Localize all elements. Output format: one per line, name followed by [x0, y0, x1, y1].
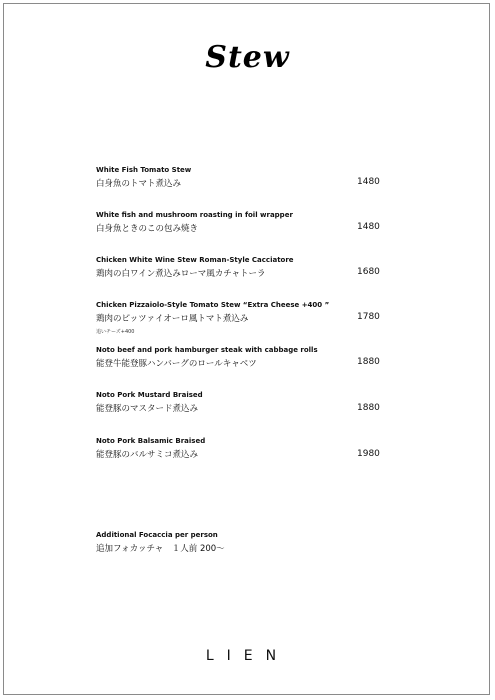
menu-item-cabbage-rolls — [96, 345, 396, 371]
menu-item-note: 追いチーズ+400 — [96, 329, 135, 335]
menu-item-name-ja: 鶏肉のピッツァイオーロ風トマト煮込み — [96, 314, 249, 324]
menu-item-cacciatore — [96, 255, 396, 281]
menu-item-name-ja: 能登牛能登豚ハンバーグのロールキャベツ — [96, 359, 257, 369]
menu-item-name-ja: 白身魚のトマト煮込み — [96, 179, 182, 189]
menu-item-name-en: White fish and mushroom roasting in foil wrapper — [96, 211, 293, 219]
menu-item-name-en: Chicken White Wine Stew Roman-Style Cacciatore — [96, 256, 294, 264]
menu-item-mustard-braised — [96, 390, 396, 416]
menu-item-price: 1480 — [357, 177, 380, 187]
menu-item-price: 1980 — [357, 449, 380, 459]
menu-item-name-en: White Fish Tomato Stew — [96, 166, 192, 174]
menu-item-name-en: Noto Pork Mustard Braised — [96, 391, 203, 399]
menu-item-name-ja: 鶏肉の白ワイン煮込みローマ風カチャトーラ — [96, 269, 266, 279]
menu-item-price: 1880 — [357, 357, 380, 367]
menu-item-foil-wrapper — [96, 210, 396, 236]
additional-name-ja: 追加フォカッチャ １人前 200～ — [96, 544, 225, 554]
menu-item-name-ja: 能登豚のマスタード煮込み — [96, 404, 199, 414]
additional-focaccia — [96, 530, 396, 556]
menu-item-name-ja: 能登豚のバルサミコ煮込み — [96, 450, 199, 460]
menu-item-name-en: Noto Pork Balsamic Braised — [96, 437, 206, 445]
menu-item-name-ja: 白身魚ときのこの包み焼き — [96, 224, 199, 234]
page-title: Stew — [205, 40, 290, 75]
menu-item-name-en: Noto beef and pork hamburger steak with cabbage rolls — [96, 346, 318, 354]
brand-logo: LIEN — [205, 648, 290, 664]
menu-item-name-en: Chicken Pizzaiolo-Style Tomato Stew “Extra Cheese +400 ” — [96, 301, 330, 309]
additional-name-en: Additional Focaccia per person — [96, 531, 218, 539]
menu-item-price: 1480 — [357, 222, 380, 232]
menu-item-white-fish-tomato-stew — [96, 165, 396, 191]
menu-item-price: 1780 — [357, 312, 380, 322]
menu-item-pizzaiolo — [96, 300, 396, 337]
menu-item-balsamic-braised — [96, 436, 396, 462]
menu-item-price: 1880 — [357, 403, 380, 413]
menu-item-price: 1680 — [357, 267, 380, 277]
